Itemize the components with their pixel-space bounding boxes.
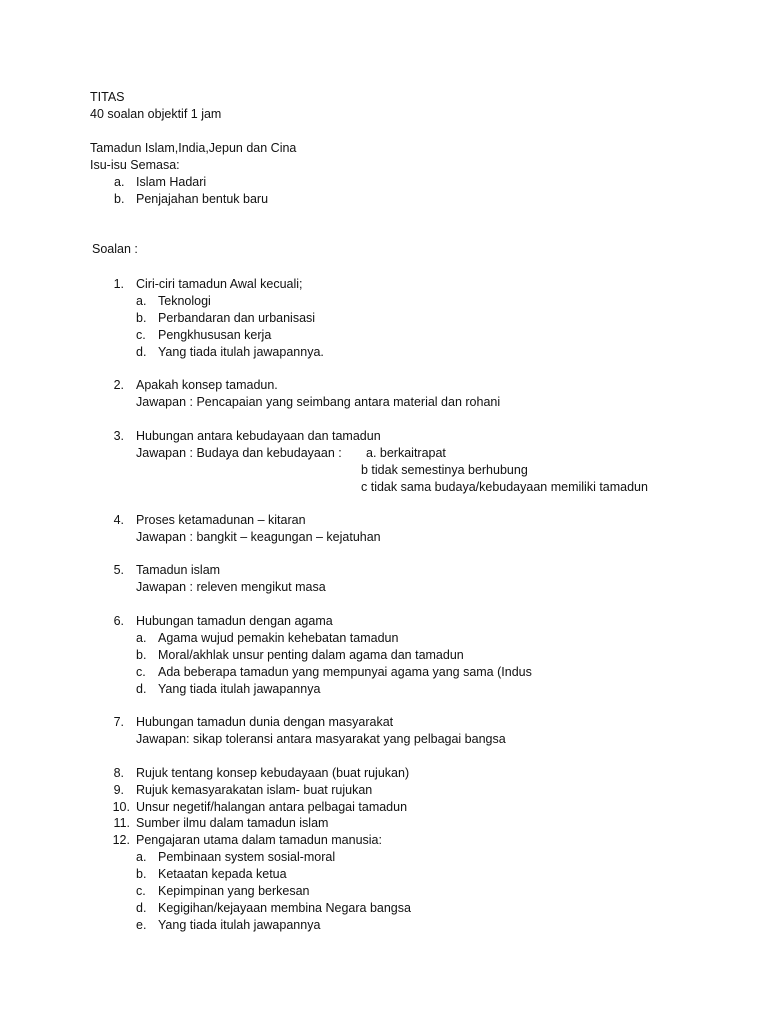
document-title: TITAS	[90, 90, 125, 104]
question-number: 1.	[113, 277, 124, 291]
issue-text: Islam Hadari	[136, 175, 207, 189]
option-text: Yang tiada itulah jawapannya	[158, 682, 321, 696]
question-text: Rujuk kemasyarakatan islam- buat rujukan	[136, 783, 373, 797]
option-text: Ketaatan kepada ketua	[158, 867, 287, 881]
option-text: Pengkhususan kerja	[158, 328, 272, 342]
question-text: Tamadun islam	[136, 563, 221, 577]
issue-marker: a.	[114, 175, 125, 189]
option-text: Perbandaran dan urbanisasi	[158, 311, 316, 325]
answer-text: Jawapan : releven mengikut masa	[136, 580, 326, 594]
exam-info: 40 soalan objektif 1 jam	[90, 107, 222, 121]
question-text: Sumber ilmu dalam tamadun islam	[136, 816, 329, 830]
question-text: Proses ketamadunan – kitaran	[136, 513, 306, 527]
question-text: Hubungan tamadun dengan agama	[136, 614, 333, 628]
option-marker: d.	[136, 345, 147, 359]
answer-text: Jawapan : Pencapaian yang seimbang antara material dan rohani	[136, 395, 501, 409]
question-text: Hubungan tamadun dunia dengan masyarakat	[136, 715, 394, 729]
question-number: 3.	[113, 429, 124, 443]
option-marker: c.	[136, 328, 146, 342]
option-marker: a.	[136, 294, 147, 308]
question-number: 4.	[113, 513, 124, 527]
question-text: Unsur negetif/halangan antara pelbagai tamadun	[136, 800, 408, 814]
option-marker: d.	[136, 901, 147, 915]
answer-text: Jawapan : Budaya dan kebudayaan :	[136, 446, 342, 460]
option-marker: b.	[136, 648, 147, 662]
question-text: Ciri-ciri tamadun Awal kecuali;	[136, 277, 303, 291]
option-text: Agama wujud pemakin kehebatan tamadun	[158, 631, 399, 645]
option-text: Ada beberapa tamadun yang mempunyai agama yang sama (Indus	[158, 665, 532, 679]
option-text: Yang tiada itulah jawapannya	[158, 918, 321, 932]
option-text: Moral/akhlak unsur penting dalam agama dan tamadun	[158, 648, 464, 662]
option-marker: c.	[136, 884, 146, 898]
option-marker: d.	[136, 682, 147, 696]
question-number: 11.	[113, 816, 130, 830]
question-number: 2.	[113, 378, 124, 392]
option-marker: a.	[136, 850, 147, 864]
question-text: Pengajaran utama dalam tamadun manusia:	[136, 833, 382, 847]
answer-text: Jawapan : bangkit – keagungan – kejatuhan	[136, 530, 381, 544]
sub-answer: c tidak sama budaya/kebudayaan memiliki tamadun	[361, 480, 648, 494]
question-text: Apakah konsep tamadun.	[136, 378, 278, 392]
option-marker: a.	[136, 631, 147, 645]
option-text: Yang tiada itulah jawapannya.	[158, 345, 324, 359]
soalan-heading: Soalan :	[92, 242, 138, 256]
sub-answer: b tidak semestinya berhubung	[361, 463, 528, 477]
option-text: Kepimpinan yang berkesan	[158, 884, 310, 898]
issue-text: Penjajahan bentuk baru	[136, 192, 269, 206]
question-number: 8.	[113, 766, 124, 780]
option-text: Kegigihan/kejayaan membina Negara bangsa	[158, 901, 411, 915]
option-marker: b.	[136, 311, 147, 325]
issues-label: Isu-isu Semasa:	[90, 158, 180, 172]
topics-line: Tamadun Islam,India,Jepun dan Cina	[90, 141, 297, 155]
question-text: Rujuk tentang konsep kebudayaan (buat rujukan)	[136, 766, 410, 780]
option-marker: b.	[136, 867, 147, 881]
sub-answer: a. berkaitrapat	[366, 446, 446, 460]
question-number: 9.	[113, 783, 124, 797]
question-number: 10.	[112, 800, 130, 814]
question-text: Hubungan antara kebudayaan dan tamadun	[136, 429, 381, 443]
question-number: 12.	[112, 833, 130, 847]
question-number: 7.	[113, 715, 124, 729]
answer-text: Jawapan: sikap toleransi antara masyarakat yang pelbagai bangsa	[136, 732, 506, 746]
option-text: Pembinaan system sosial-moral	[158, 850, 336, 864]
question-number: 6.	[113, 614, 124, 628]
question-number: 5.	[113, 563, 124, 577]
issue-marker: b.	[114, 192, 125, 206]
option-text: Teknologi	[158, 294, 211, 308]
option-marker: c.	[136, 665, 146, 679]
option-marker: e.	[136, 918, 147, 932]
